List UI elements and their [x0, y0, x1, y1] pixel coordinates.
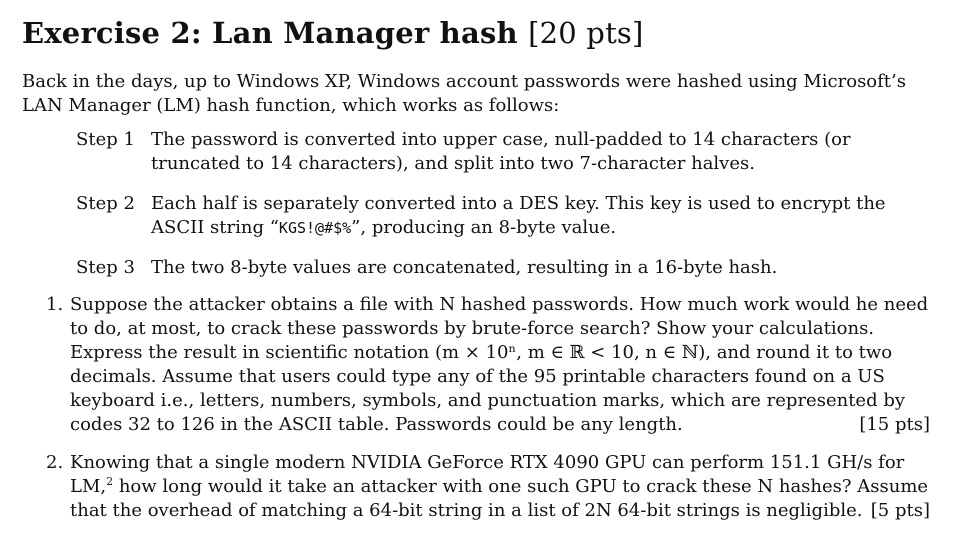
step-1-text: The password is converted into upper case, null-padded to 14 characters (or truncated to 14 characters), and split into two 7-character halves.	[151, 129, 851, 174]
step-2-text-before: Each half is separately converted into a DES key. This key is used to encrypt the ASCII string “	[151, 193, 886, 238]
question-1-body	[70, 293, 930, 437]
exercise-points: [20 pts]	[528, 16, 644, 50]
step-3-text: The two 8-byte values are concatenated, resulting in a 16-byte hash.	[151, 257, 778, 278]
question-2-body	[70, 451, 930, 523]
question-2-text: Knowing that a single modern NVIDIA GeForce RTX 4090 GPU can perform 151.1 GH/s for LM,	[70, 452, 905, 497]
question-2-number: 2.	[46, 452, 64, 473]
step-1-label: Step 1	[76, 129, 135, 150]
step-2-text	[151, 192, 931, 240]
footnote-marker: 2	[106, 475, 114, 488]
question-2-text-cont: how long would it take an attacker with one such GPU to crack these N hashes? Assume that the overhead of matching a 64-bit string in a list of 2N 64-bit strings is negligible.	[70, 476, 929, 521]
question-1-points: [15 pts]	[859, 414, 930, 435]
intro-paragraph: Back in the days, up to Windows XP, Windows account passwords were hashed using Microsoft’s LAN Manager (LM) hash function, which works as follows:	[22, 71, 906, 116]
exercise-heading	[22, 16, 644, 50]
question-1-text: Suppose the attacker obtains a file with N hashed passwords. How much work would he need to do, at most, to crack these passwords by brute-force search? Show your calculations. Express the result in scientific notation (m × 10ⁿ, m ∈ ℝ < 10, n ∈ ℕ), and round it to two decimals. Assume that users could type any of the 95 printable characters found on a US keyboard i.e., letters, numbers, symbols, and punctuation marks, which are represented by codes 32 to 126 in the ASCII table. Passwords could be any length.	[70, 294, 929, 435]
exercise-title: Exercise 2: Lan Manager hash	[22, 16, 518, 50]
step-3-label: Step 3	[76, 257, 135, 278]
step-2-label: Step 2	[76, 193, 135, 214]
question-1-number: 1.	[46, 294, 64, 315]
step-2-code: KGS!@#$%	[278, 219, 352, 237]
question-2-points: [5 pts]	[870, 500, 930, 521]
step-2-text-after: ”, producing an 8-byte value.	[351, 217, 617, 238]
